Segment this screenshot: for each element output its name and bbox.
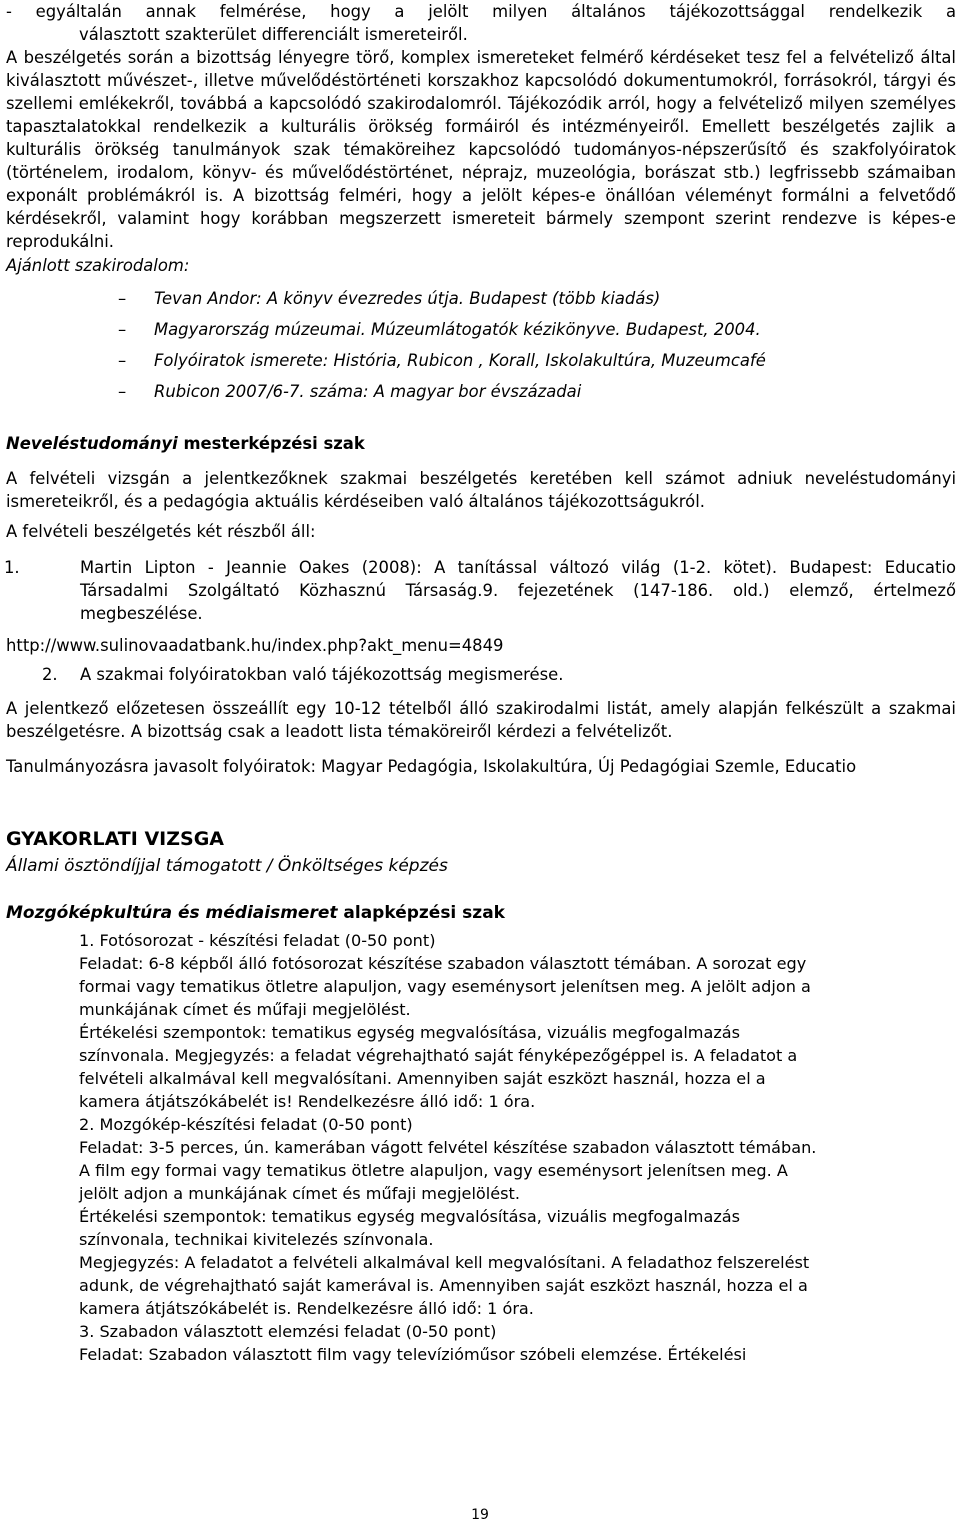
document-page	[6, 0, 956, 1366]
task-line: Feladat: 3-5 perces, ún. kamerában vágott felvétel készítése szabadon választott témában.	[79, 1138, 817, 1157]
dash-bullet: –	[118, 382, 127, 401]
reference-text: Rubicon 2007/6-7. száma: A magyar bor évszázadai	[154, 382, 582, 401]
task-line: Értékelési szempontok: tematikus egység megvalósítása, vizuális megfogalmazás	[79, 1207, 741, 1226]
task-line: kamera átjátszókábelét is. Rendelkezésre álló idő: 1 óra.	[79, 1299, 534, 1318]
section-title-italic: Neveléstudományi	[6, 434, 178, 453]
neveles-item-2	[6, 663, 956, 686]
task-line: 1. Fotósorozat - készítési feladat (0-50 pont)	[79, 931, 436, 950]
task-line: A film egy formai vagy tematikus ötletre alapuljon, vagy eseménysort jelenítsen meg. A	[79, 1161, 788, 1180]
task-line: Feladat: 6-8 képből álló fotósorozat készítése szabadon választott témában. A sorozat egy	[79, 954, 807, 973]
intro-line-1: - egyáltalán annak felmérése, hogy a jelölt milyen általános tájékozottsággal rendelkezik a	[6, 2, 956, 21]
task-line: munkájának címet és műfaji megjelölést.	[79, 1000, 411, 1019]
item-number: 2.	[42, 665, 58, 684]
neveles-item-1	[6, 556, 956, 625]
task-description-block	[6, 929, 956, 1366]
task-line: kamera átjátszókábelét is! Rendelkezésre álló idő: 1 óra.	[79, 1092, 536, 1111]
task-line: jelölt adjon a munkájának címet és műfaji megjelölést.	[79, 1184, 520, 1203]
item-number: 1.	[4, 558, 20, 577]
reference-item	[6, 314, 956, 345]
practical-exam-heading: GYAKORLATI VIZSGA	[6, 828, 224, 850]
page-number: 19	[471, 1507, 489, 1523]
reference-item	[6, 345, 956, 376]
item-text: A szakmai folyóiratokban való tájékozottság megismerése.	[80, 665, 564, 684]
section-title-neveles	[6, 432, 956, 455]
section-title-italic: Mozgóképkultúra és médiaismeret	[6, 903, 338, 923]
practical-exam-subheading: Állami ösztöndíjjal támogatott / Önköltséges képzés	[6, 856, 448, 876]
dash-bullet: –	[118, 289, 127, 308]
neveles-paragraph-3: A jelentkező előzetesen összeállít egy 10-12 tételből álló szakirodalmi listát, amely alapján felkészült a szakmai beszélgetésre. A bizottság csak a leadott lista témaköreiről kérdezi a felvételizőt.	[6, 699, 956, 741]
task-line: Feladat: Szabadon választott film vagy televízióműsor szóbeli elemzése. Értékelési	[79, 1345, 747, 1364]
reference-url-link[interactable]: http://www.sulinovaadatbank.hu/index.php?akt_menu=4849	[6, 636, 504, 655]
reference-text: Folyóiratok ismerete: História, Rubicon , Korall, Iskolakultúra, Muzeumcafé	[154, 351, 766, 370]
reference-list	[6, 283, 956, 407]
task-line: Megjegyzés: A feladatot a felvételi alkalmával kell megvalósítani. A feladathoz felszerelést	[79, 1253, 810, 1272]
section-title-rest: alapképzési szak	[337, 903, 505, 923]
task-line: 2. Mozgókép-készítési feladat (0-50 pont)	[79, 1115, 413, 1134]
neveles-paragraph-4: Tanulmányozásra javasolt folyóiratok: Magyar Pedagógia, Iskolakultúra, Új Pedagógiai Szemle, Educatio	[6, 757, 857, 776]
dash-bullet: –	[118, 320, 127, 339]
task-line: színvonala, technikai kivitelezés színvonala.	[79, 1230, 434, 1249]
intro-line-2: választott szakterület differenciált ismereteiről.	[79, 25, 468, 44]
task-line: Értékelési szempontok: tematikus egység megvalósítása, vizuális megfogalmazás	[79, 1023, 741, 1042]
task-line: színvonala. Megjegyzés: a feladat végrehajtható saját fényképezőgéppel is. A feladatot a	[79, 1046, 798, 1065]
section-title-rest: mesterképzési szak	[177, 434, 365, 453]
task-line: 3. Szabadon választott elemzési feladat (0-50 pont)	[79, 1322, 497, 1341]
neveles-paragraph-1: A felvételi vizsgán a jelentkezőknek szakmai beszélgetés keretében kell számot adniuk neveléstudományi ismereteikről, és a pedagógia aktuális kérdéseiben való általános tájékozottságukról.	[6, 469, 956, 511]
task-line: formai vagy tematikus ötletre alapuljon, vagy eseménysort jelenítsen meg. A jelölt adjon a	[79, 977, 811, 996]
reference-item	[6, 283, 956, 314]
neveles-paragraph-2: A felvételi beszélgetés két részből áll:	[6, 522, 316, 541]
task-line: felvételi alkalmával kell megvalósítani. Amennyiben saját eszközt használ, hozza el a	[79, 1069, 766, 1088]
dash-bullet: –	[118, 351, 127, 370]
intro-paragraph: A beszélgetés során a bizottság lényegre törő, komplex ismereteket felmérő kérdéseket tesz fel a felvételiző által kiválasztott művészet-, illetve művelődéstörténeti korszakhoz kapcsolódó dokumentumokról, forrásokról, tárgyi és szellemi emlékekről, továbbá a kapcsolódó szakirodalomról. Tájékozódik arról, hogy a felvételiző milyen személyes tapasztalatokkal rendelkezik a kulturális örökség formáiról és intézményeiről. Emellett beszélgetés zajlik a kulturális örökség tanulmányok szak témaköreihez kapcsolódó tudományos-népszerűsítő és szakfolyóiratok (történelem, irodalom, könyv- és művelődéstörténet, néprajz, muzeológia, borászat stb.) legfrissebb számaiban exponált problémákról is. A bizottság felméri, hogy a jelölt képes-e önállóan véleményt formálni a felvetődő kérdésekről, valamint hogy korábban megszerzett ismereteit bármely szempont szerint rendezve is képes-e reprodukálni.	[6, 48, 956, 251]
section-title-mozgokep	[6, 902, 956, 925]
reference-text: Tevan Andor: A könyv évezredes útja. Budapest (több kiadás)	[154, 289, 661, 308]
task-line: adunk, de végrehajtható saját kamerával is. Amennyiben saját eszközt használ, hozza el a	[79, 1276, 808, 1295]
reference-item	[6, 376, 956, 407]
item-text: Martin Lipton - Jeannie Oakes (2008): A tanítással változó világ (1-2. kötet). Budapest: Educatio Társadalmi Szolgáltató Közhasznú Társaság.9. fejezetének (147-186. old.) elemző, értelmező megbeszélése.	[80, 558, 956, 623]
reference-text: Magyarország múzeumai. Múzeumlátogatók kézikönyve. Budapest, 2004.	[154, 320, 761, 339]
recommended-reading-label: Ajánlott szakirodalom:	[6, 256, 190, 275]
